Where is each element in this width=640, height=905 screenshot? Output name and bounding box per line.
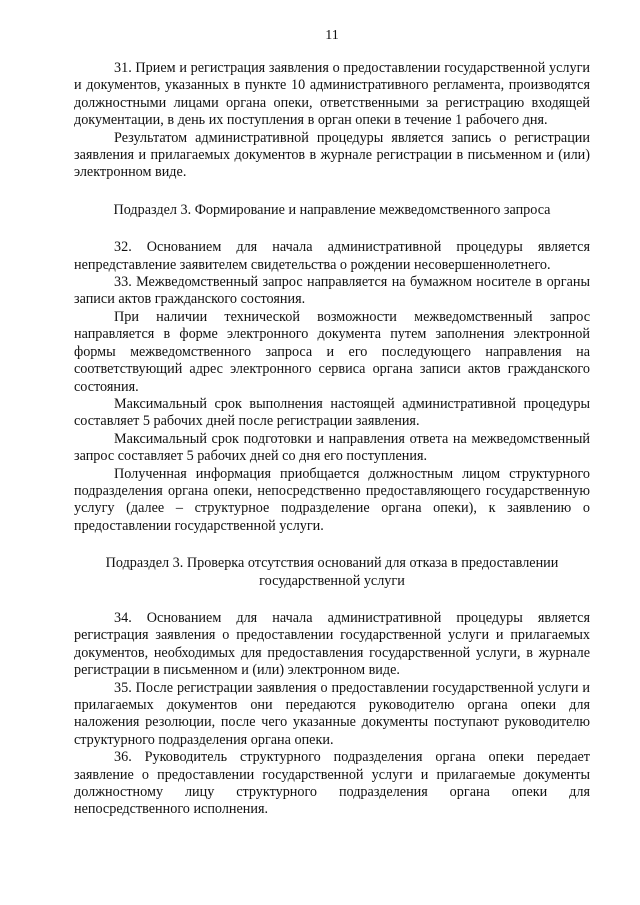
paragraph-33: 33. Межведомственный запрос направляется на бумажном носителе в органы записи актов гражданского состояния. (74, 274, 590, 308)
section-heading-interagency-request: Подраздел 3. Формирование и направление межведомственного запроса (113, 201, 551, 218)
paragraph-max-term-procedure: Максимальный срок выполнения настоящей административной процедуры составляет 5 рабочих дней после регистрации заявления. (74, 395, 590, 430)
heading-line-1: Подраздел 3. Проверка отсутствия оснований для отказа в предоставлении (105, 555, 559, 572)
paragraph-35: 35. После регистрации заявления о предоставлении государственной услуги и прилагаемых документов они передаются руководителю органа опеки для наложения резолюции, после чего указанные документы поступают руководителю структурного подразделения органа опеки. (74, 679, 590, 748)
heading-line-2: государственной услуги (259, 572, 405, 589)
paragraph-31: 31. Прием и регистрация заявления о предоставлении государственной услуги и документов, указанных в пункте 10 административного регламента, производятся должностными лицами органа опеки, ответственными за регистрацию входящей документации, в день их поступления в орган опеки в течение 1 рабочего дня. (74, 60, 590, 129)
paragraph-result: Результатом административной процедуры является запись о регистрации заявления и прилагаемых документов в журнале регистрации в письменном и (или) электронном виде. (74, 129, 590, 181)
paragraph-32: 32. Основанием для начала административной процедуры является непредставление заявителем свидетельства о рождении несовершеннолетнего. (74, 239, 590, 273)
page-number: 11 (325, 28, 339, 43)
paragraph-34: 34. Основанием для начала административной процедуры является регистрация заявления о предоставлении государственной услуги и прилагаемых документов, необходимых для предоставления государственной услуги, в журнале регистрации в письменном и (или) электронном виде. (74, 609, 590, 679)
paragraph-max-term-response: Максимальный срок подготовки и направления ответа на межведомственный запрос составляет 5 рабочих дней со дня его поступления. (74, 430, 590, 465)
paragraph-36: 36. Руководитель структурного подразделения органа опеки передает заявление о предоставлении государственной услуги и прилагаемые документы должностному лицу структурного подразделения органа опеки для непосредственного исполнения. (74, 749, 590, 818)
paragraph-electronic-request: При наличии технической возможности межведомственный запрос направляется в форме электронного документа путем заполнения электронной формы межведомственного запроса и его последующего направления на соответствующий адрес электронного сервиса органа записи актов гражданского состояния. (74, 308, 590, 395)
section-heading-refusal-check (74, 555, 590, 590)
paragraph-received-info: Полученная информация приобщается должностным лицом структурного подразделения органа опеки, непосредственно предоставляющего государственную услугу (далее – структурное подразделение органа опеки), к заявлению о предоставлении государственной услуги. (74, 465, 590, 534)
